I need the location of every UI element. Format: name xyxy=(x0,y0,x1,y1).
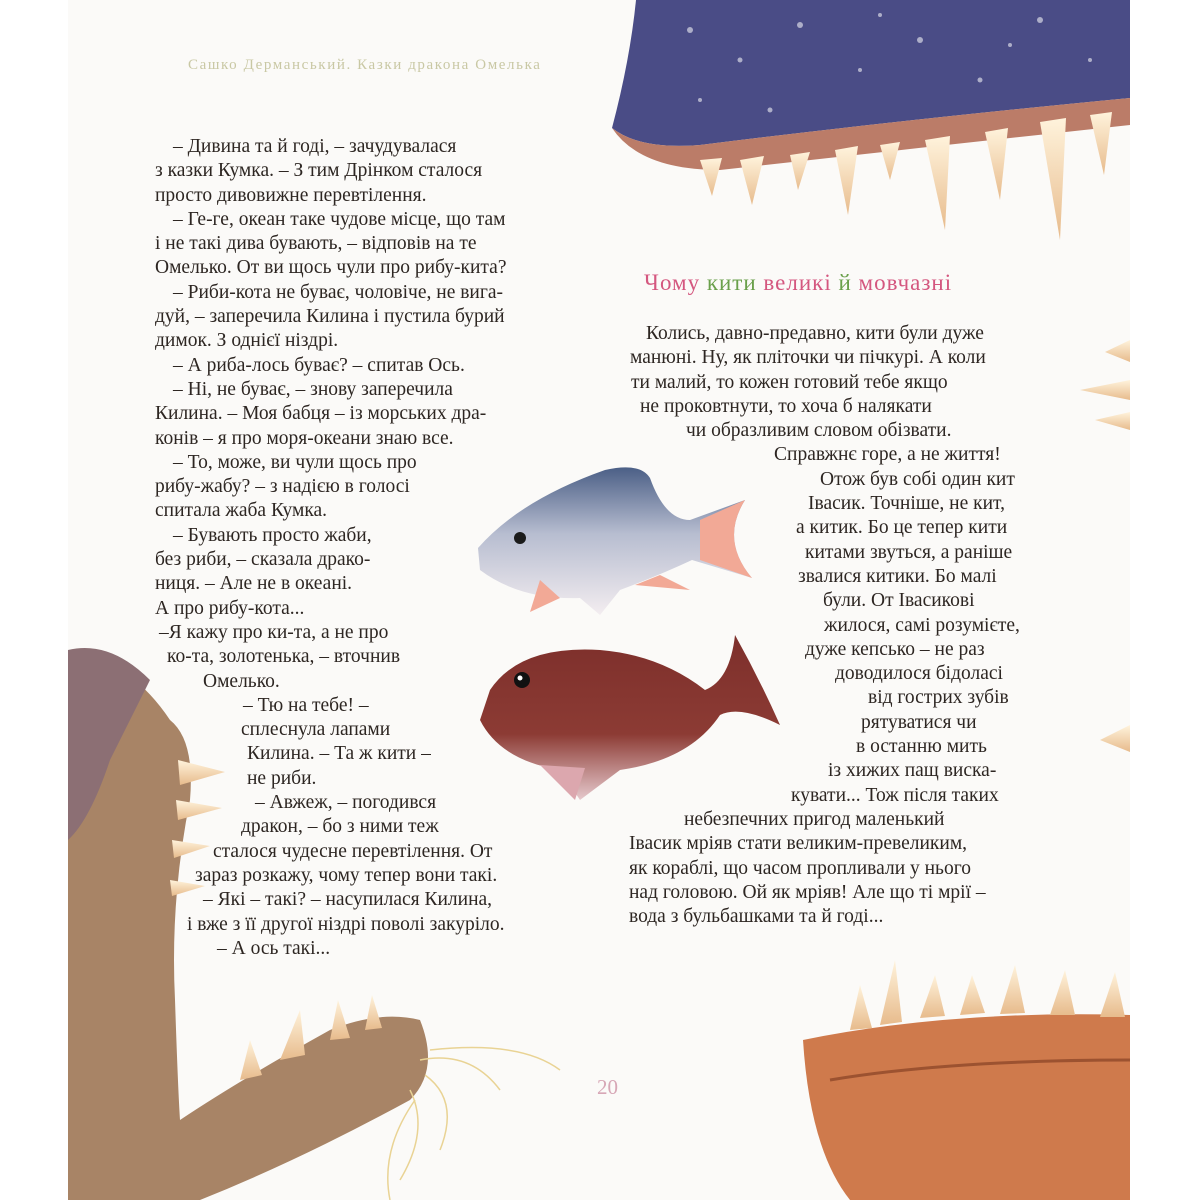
text-line: – То, може, ви чули щось про xyxy=(173,451,417,473)
text-line: – А ось такі... xyxy=(217,937,331,959)
text-line: без риби, – сказала драко- xyxy=(155,549,371,571)
story-title xyxy=(644,270,952,296)
title-word: й xyxy=(838,270,852,295)
text-line: звалися китики. Бо малі xyxy=(798,565,997,587)
text-line: конів – я про моря-океани знаю все. xyxy=(155,427,454,449)
text-line: – Риби-кота не буває, чоловіче, не вига- xyxy=(173,281,504,303)
text-line: – Авжеж, – погодився xyxy=(255,792,437,814)
text-line: як кораблі, що часом пропливали у нього xyxy=(629,857,971,879)
text-line: спитала жаба Кумка. xyxy=(155,500,328,522)
text-line: в останню мить xyxy=(856,736,987,758)
text-line: ти малий, то кожен готовий тебе якщо xyxy=(631,371,948,393)
text-line: сталося чудесне перевтілення. От xyxy=(213,840,493,862)
text-line: Отож був собі один кит xyxy=(820,468,1015,490)
right-column-text xyxy=(628,322,1020,929)
text-line: чи образливим словом обізвати. xyxy=(686,420,952,442)
text-line: а китик. Бо це тепер кити xyxy=(796,517,1008,539)
text-line: рятуватися чи xyxy=(861,711,977,733)
text-line: з казки Кумка. – З тим Дрінком сталося xyxy=(155,160,483,182)
text-line: дуй, – заперечила Килина і пустила бурий xyxy=(155,306,505,328)
text-line: дуже кепсько – не раз xyxy=(805,638,985,660)
text-line: жилося, самі розумієте, xyxy=(824,614,1020,636)
text-line: – Ні, не буває, – знову заперечила xyxy=(173,378,453,400)
text-line: Омелько. От ви щось чули про рибу-кита? xyxy=(155,257,507,279)
text-line: над головою. Ой як мріяв! Але що ті мрії – xyxy=(629,881,986,903)
text-line: ко-та, золотенька, – вточнив xyxy=(167,646,401,668)
title-word: Чому xyxy=(644,270,701,295)
text-line: димок. З однієї ніздрі. xyxy=(155,330,339,352)
text-line: і не такі дива бувають, – відповів на те xyxy=(155,233,477,255)
title-word: великі xyxy=(763,270,832,295)
text-line: Івасик. Точніше, не кит, xyxy=(808,493,1005,515)
text-line: – А риба-лось буває? – спитав Ось. xyxy=(173,354,465,376)
text-line: не проковтнути, то хоча б налякати xyxy=(640,395,932,417)
text-line: просто дивовижне перевтілення. xyxy=(155,184,427,206)
text-line: дракон, – бо з ними теж xyxy=(241,816,439,838)
text-line: від гострих зубів xyxy=(868,687,1009,709)
side-teeth-right xyxy=(1080,340,1130,752)
text-line: зараз розкажу, чому тепер вони такі. xyxy=(195,864,498,886)
text-line: – Які – такі? – насупилася Килина, xyxy=(203,889,493,911)
text-line: китами звуться, а раніше xyxy=(805,541,1013,563)
text-line: і вже з її другої ніздрі поволі закуріло. xyxy=(187,913,505,935)
text-line: – Дивина та й годі, – зачудувалася xyxy=(173,136,457,157)
text-line: Омелько. xyxy=(203,670,280,692)
text-line: Івасик мріяв стати великим-превеликим, xyxy=(629,833,968,855)
text-line: вода з бульбашками та й годі... xyxy=(629,906,884,928)
text-line: манюні. Ну, як пліточки чи пічкурі. А коли xyxy=(630,347,986,369)
text-line: Колись, давно-предавно, кити були дуже xyxy=(646,323,984,344)
dragon-jaw-top xyxy=(612,0,1130,240)
dragon-jaw-bottom xyxy=(803,960,1130,1200)
text-line: – Ге-ге, океан таке чудове місце, що там xyxy=(173,208,506,230)
text-line: А про рибу-кота... xyxy=(155,597,305,619)
text-line: Килина. – Та ж кити – xyxy=(247,743,431,765)
text-line: сплеснула лапами xyxy=(241,719,391,741)
text-line: – Бувають просто жаби, xyxy=(173,524,372,546)
page-number: 20 xyxy=(597,1075,618,1099)
text-line: ниця. – Але не в океані. xyxy=(155,573,353,595)
text-line: кувати... Тож після таких xyxy=(791,784,999,806)
running-header: Сашко Дерманський. Казки дракона Омелька xyxy=(188,57,542,73)
text-line: із хижих пащ виска- xyxy=(828,760,997,782)
text-line: були. От Івасикові xyxy=(823,590,975,612)
text-line: рибу-жабу? – з надією в голосі xyxy=(155,476,410,498)
text-line: Килина. – Моя бабця – із морських дра- xyxy=(155,403,487,425)
title-word: мовчазні xyxy=(858,270,953,295)
text-line: доводилося бідоласі xyxy=(835,663,1003,685)
text-line: Справжнє горе, а не життя! xyxy=(774,444,1001,466)
text-line: – Тю на тебе! – xyxy=(243,694,369,716)
text-line: –Я кажу про ки-та, а не про xyxy=(159,621,389,643)
left-column-text xyxy=(155,135,507,961)
text-line: небезпечних пригод маленький xyxy=(684,808,945,830)
text-line: не риби. xyxy=(247,767,317,789)
title-word: кити xyxy=(706,270,757,295)
book-page xyxy=(68,0,1130,1200)
